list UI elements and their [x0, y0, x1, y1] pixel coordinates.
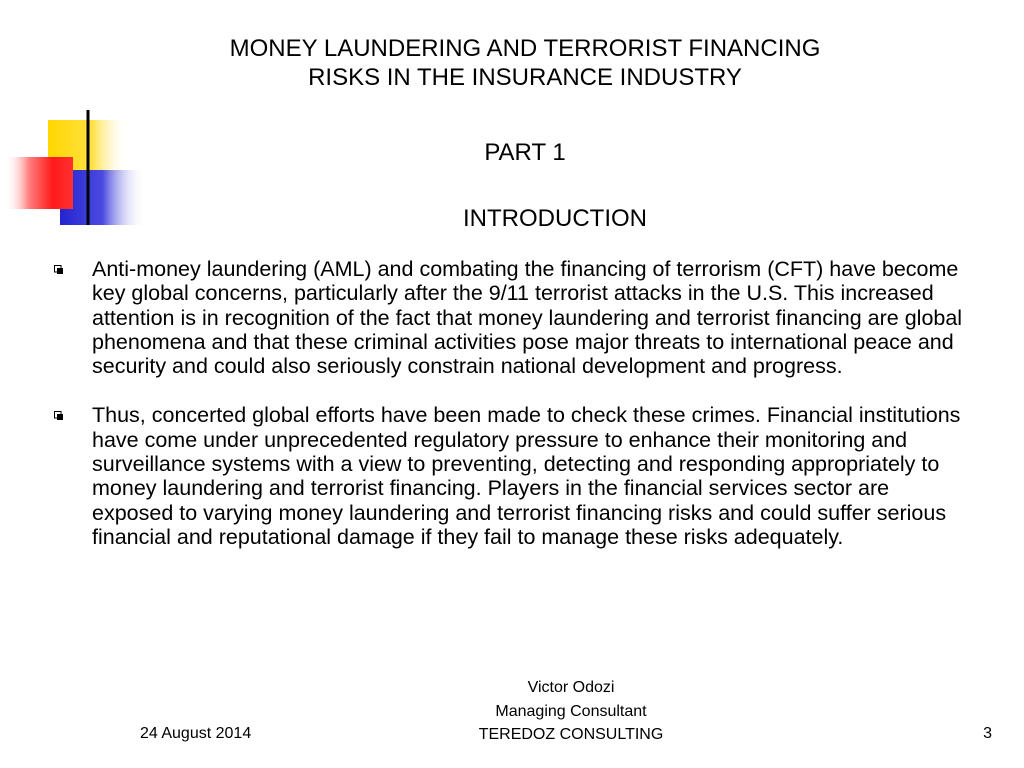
bullet-text: Anti-money laundering (AML) and combating the financing of terrorism (CFT) have become key global concerns, particularly after the 9/11 terrorist attacks in the U.S. This increased attention is in recognition of the fact that money laundering and terrorist financing are global phenomena and that these criminal activities pose major threats to international peace and security and could also seriously constrain national development and progress. — [92, 257, 963, 379]
footer-company: TEREDOZ CONSULTING — [478, 726, 664, 743]
footer-author-role: Managing Consultant — [495, 702, 647, 720]
footer-author-block — [400, 676, 742, 747]
part-label: PART 1 — [484, 139, 566, 166]
bullet-item — [50, 257, 975, 378]
bullet-list — [50, 257, 975, 574]
slide-title-line-1: MONEY LAUNDERING AND TERRORIST FINANCING — [229, 35, 821, 62]
page-number: 3 — [983, 725, 992, 742]
footer-author-name: Victor Odozi — [527, 679, 615, 696]
red-square — [5, 157, 73, 209]
section-heading: INTRODUCTION — [463, 205, 647, 232]
square-bullet-icon — [54, 265, 63, 274]
bullet-item — [50, 403, 975, 549]
slide-title — [130, 34, 920, 92]
footer-date: 24 August 2014 — [140, 725, 252, 742]
bullet-text: Thus, concerted global efforts have been made to check these crimes. Financial institutions have come under unprecedented regulatory pressure to enhance their monitoring and surveillance systems with a view to preventing, detecting and responding appropriately to money laundering and terrorist financing. Players in the financial services sector are exposed to varying money laundering and terrorist financing risks and could suffer serious financial and reputational damage if they fail to manage these risks adequately. — [92, 403, 961, 549]
decorative-squares-graphic — [0, 105, 150, 235]
slide-title-line-2: RISKS IN THE INSURANCE INDUSTRY — [308, 64, 742, 91]
square-bullet-icon — [54, 411, 63, 420]
